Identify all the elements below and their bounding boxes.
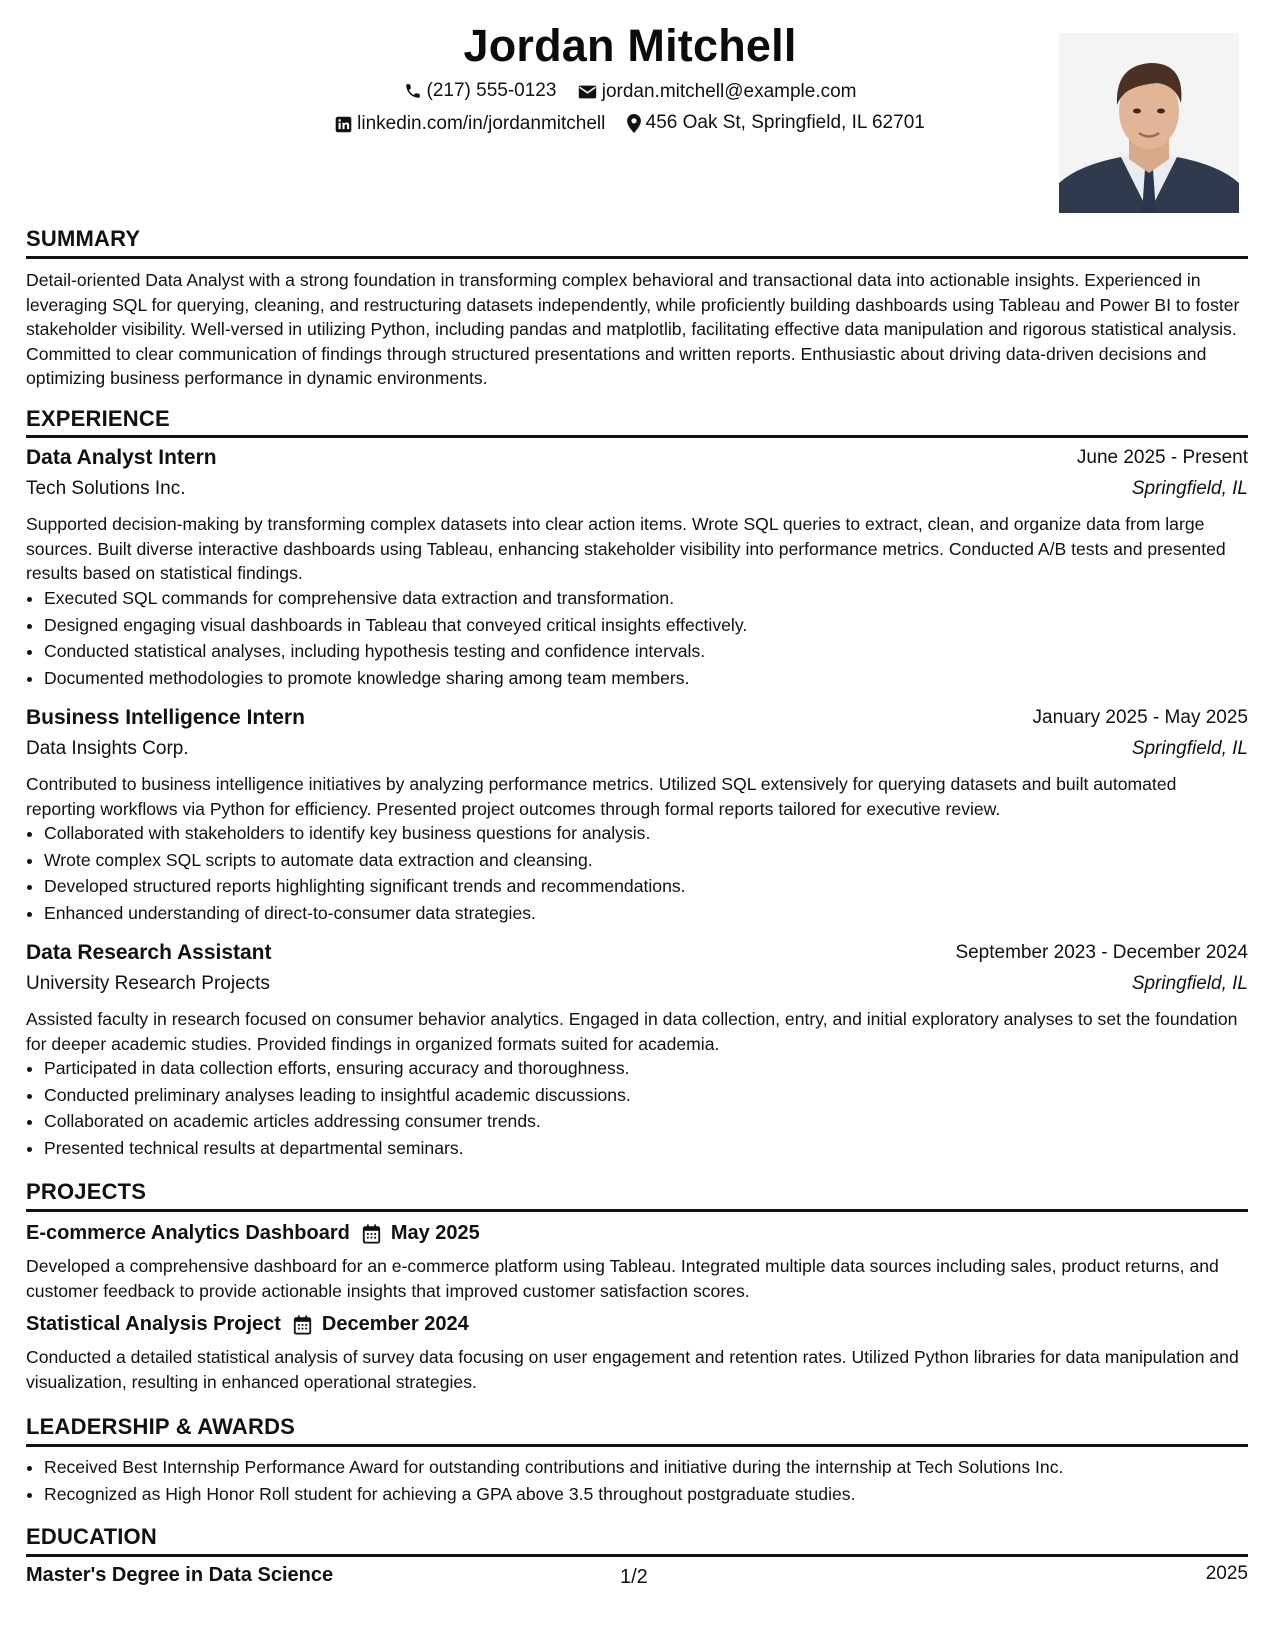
leadership-bullets (26, 1454, 1266, 1507)
linkedin-contact[interactable] (335, 113, 605, 135)
project-name: Statistical Analysis Project (26, 1313, 281, 1335)
project-description: Developed a comprehensive dashboard for an e-commerce platform using Tableau. Integrated multiple data sources including sales, product returns, and customer feedback to provide actionable insights that improved customer satisfaction scores. (26, 1256, 1219, 1301)
degree-name: Master's Degree in Data Science (26, 1564, 334, 1586)
job-company: University Research Projects (26, 973, 270, 994)
project-description: Conducted a detailed statistical analysis of survey data focusing on user engagement and retention rates. Utilized Python libraries for data manipulation and visualization, resulting in enhanced operational strategies. (26, 1347, 1239, 1392)
list-item: • Recognized as High Honor Roll student for achieving a GPA above 3.5 throughout postgraduate studies. (44, 1481, 1266, 1508)
job-dates: September 2023 - December 2024 (955, 942, 1248, 963)
candidate-name: Jordan Mitchell (463, 20, 797, 71)
page-number: 1/2 (620, 1566, 648, 1588)
projects-heading: PROJECTS (26, 1179, 147, 1204)
list-item: • Conducted preliminary analyses leading to insightful academic discussions. (44, 1082, 1266, 1109)
job-bullets (26, 1055, 1266, 1162)
list-item: • Conducted statistical analyses, including hypothesis testing and confidence intervals. (44, 638, 1266, 665)
phone-contact (404, 80, 557, 102)
leadership-heading: LEADERSHIP & AWARDS (26, 1414, 296, 1439)
projects-divider (26, 1209, 1248, 1212)
project-header (26, 1222, 480, 1245)
job-description: Contributed to business intelligence initiatives by analyzing performance metrics. Utilized SQL extensively for querying datasets and built automated reporting workflows via Python for efficiency. Presented project outcomes through formal reports tailored for executive review. (26, 774, 1177, 819)
project-header (26, 1313, 469, 1336)
job-title: Data Research Assistant (26, 941, 272, 964)
job-title: Data Analyst Intern (26, 446, 217, 469)
list-item: • Collaborated on academic articles addressing consumer trends. (44, 1108, 1266, 1135)
list-item: • Executed SQL commands for comprehensive data extraction and transformation. (44, 585, 1266, 612)
list-item: • Collaborated with stakeholders to identify key business questions for analysis. (44, 820, 1266, 847)
email-contact[interactable] (578, 81, 857, 103)
job-bullets (26, 820, 1266, 927)
job-dates: January 2025 - May 2025 (1032, 707, 1248, 728)
job-description: Supported decision-making by transforming complex datasets into clear action items. Wrote SQL queries to extract, clean, and organize data from large sources. Built diverse interactive dashboards using Tableau, enhancing stakeholder visibility into performance metrics. Conducted A/B tests and presented results based on statistical findings. (26, 514, 1226, 583)
list-item: • Presented technical results at departmental seminars. (44, 1135, 1266, 1162)
summary-heading: SUMMARY (26, 226, 141, 251)
list-item: • Developed structured reports highlighting significant trends and recommendations. (44, 873, 1266, 900)
address-text: 456 Oak St, Springfield, IL 62701 (645, 112, 925, 133)
education-heading: EDUCATION (26, 1524, 157, 1549)
project-date: May 2025 (390, 1222, 480, 1244)
list-item: • Participated in data collection efforts, ensuring accuracy and thoroughness. (44, 1055, 1266, 1082)
list-item: • Enhanced understanding of direct-to-consumer data strategies. (44, 900, 1266, 927)
address-contact (627, 112, 925, 134)
linkedin-icon (335, 116, 352, 133)
list-item: • Documented methodologies to promote knowledge sharing among team members. (44, 665, 1266, 692)
job-bullets (26, 585, 1266, 692)
education-divider (26, 1554, 1248, 1557)
job-company: Data Insights Corp. (26, 738, 189, 759)
leadership-divider (26, 1444, 1248, 1447)
job-company: Tech Solutions Inc. (26, 478, 186, 499)
list-item: • Designed engaging visual dashboards in Tableau that conveyed critical insights effectively. (44, 612, 1266, 639)
profile-photo (1059, 33, 1239, 213)
job-location: Springfield, IL (1131, 478, 1248, 499)
experience-divider (26, 435, 1248, 438)
email-text[interactable]: jordan.mitchell@example.com (601, 81, 857, 102)
job-location: Springfield, IL (1131, 973, 1248, 994)
calendar-icon (293, 1315, 312, 1335)
location-icon (627, 114, 641, 133)
calendar-icon (362, 1224, 381, 1244)
list-item: • Received Best Internship Performance Award for outstanding contributions and initiative during the internship at Tech Solutions Inc. (44, 1454, 1266, 1481)
job-description: Assisted faculty in research focused on consumer behavior analytics. Engaged in data collection, entry, and initial exploratory analyses to set the foundation for deeper academic studies. Provided findings in organized formats suited for academia. (26, 1009, 1238, 1054)
list-item: • Wrote complex SQL scripts to automate data extraction and cleansing. (44, 847, 1266, 874)
summary-text: Detail-oriented Data Analyst with a strong foundation in transforming complex behavioral and transactional data into actionable insights. Experienced in leveraging SQL for querying, cleaning, and restructuring datasets independently, while proficiently building dashboards using Tableau and Power BI to foster stakeholder visibility. Well-versed in utilizing Python, including pandas and matplotlib, facilitating effective data manipulation and rigorous statistical analysis. Committed to clear communication of findings through structured presentations and written reports. Enthusiastic about driving data-driven decisions and optimizing business performance in dynamic environments. (26, 270, 1240, 388)
degree-year: 2025 (1205, 1563, 1248, 1584)
project-name: E-commerce Analytics Dashboard (26, 1222, 350, 1244)
phone-text: (217) 555-0123 (426, 80, 557, 101)
job-dates: June 2025 - Present (1076, 447, 1248, 468)
summary-divider (26, 256, 1248, 259)
experience-heading: EXPERIENCE (26, 406, 170, 431)
phone-icon (404, 82, 422, 100)
email-icon (578, 84, 597, 100)
project-date: December 2024 (321, 1313, 469, 1335)
job-location: Springfield, IL (1131, 738, 1248, 759)
linkedin-text[interactable]: linkedin.com/in/jordanmitchell (357, 113, 606, 134)
job-title: Business Intelligence Intern (26, 706, 305, 729)
